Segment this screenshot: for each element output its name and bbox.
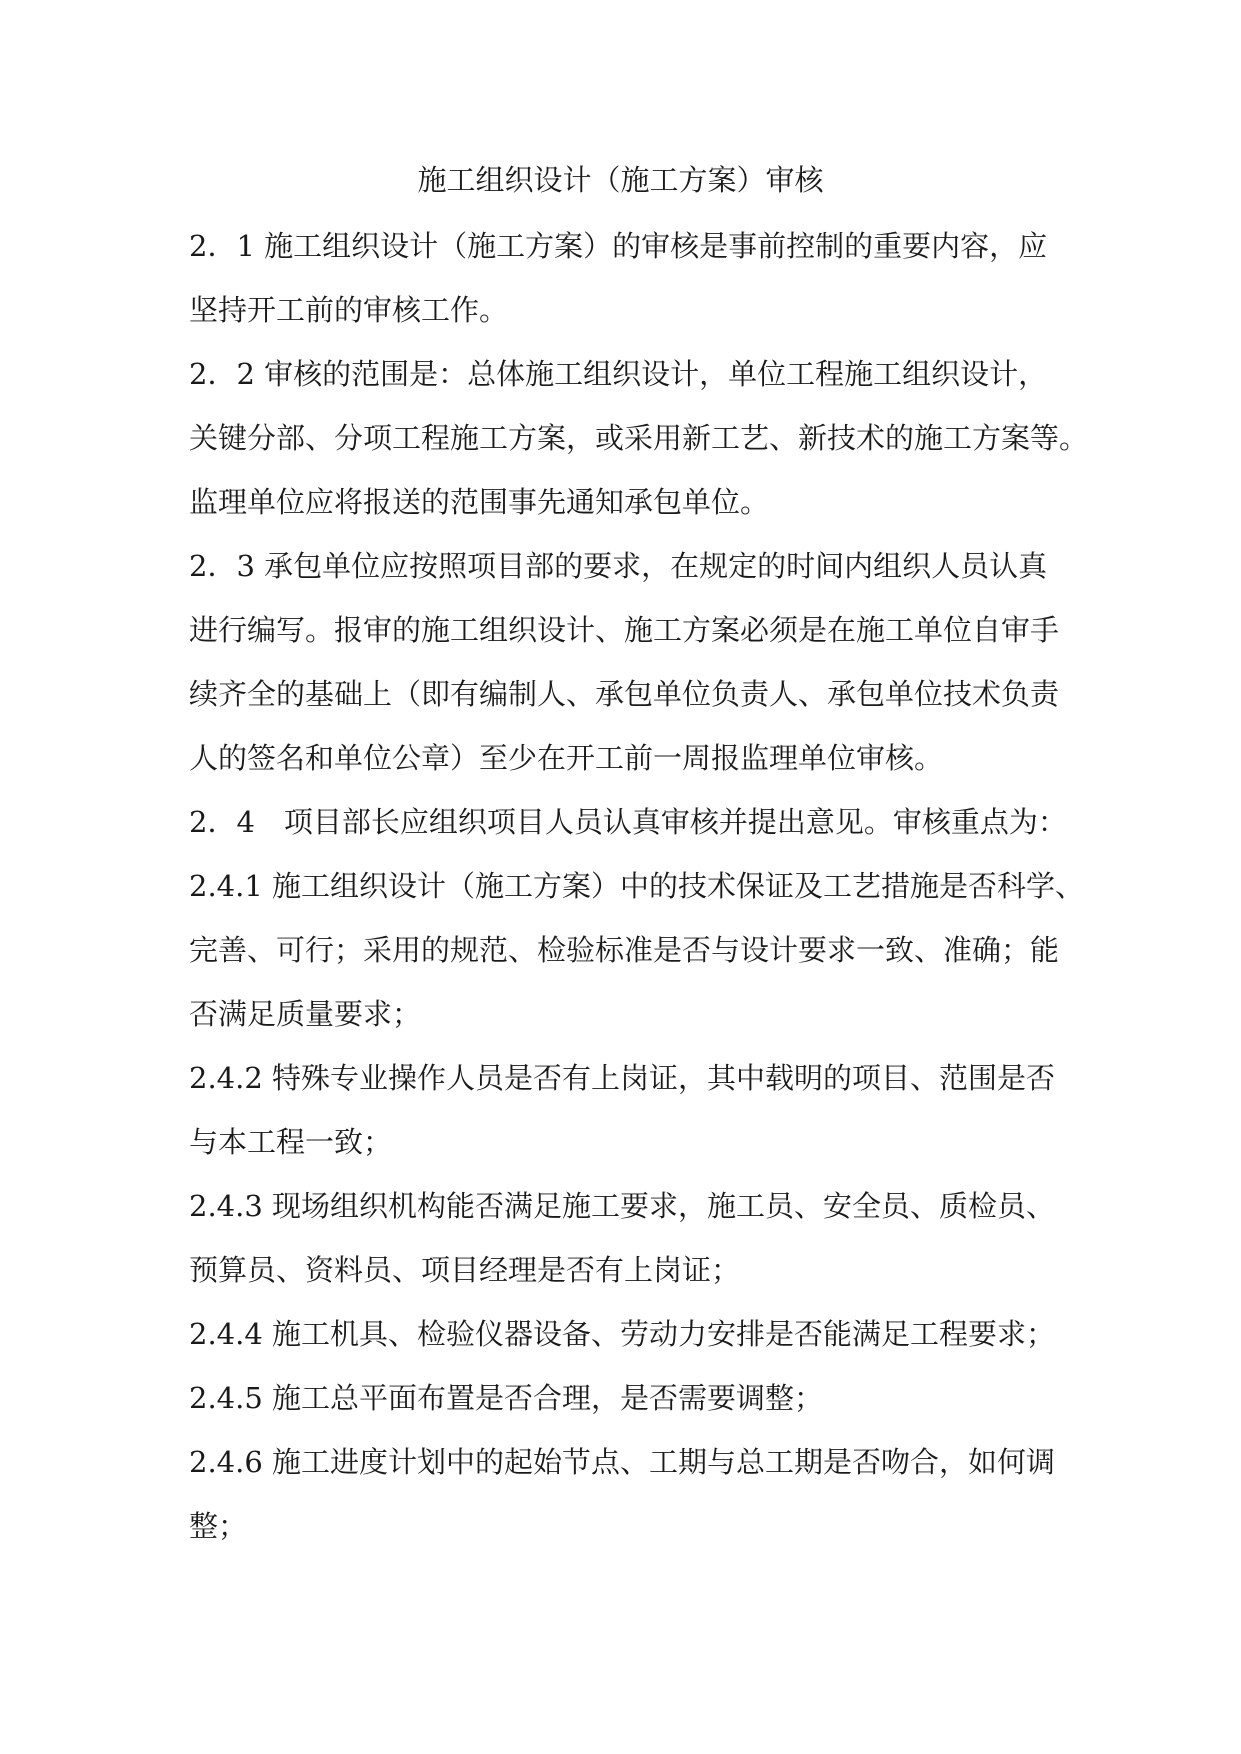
document-body	[189, 226, 1089, 1546]
text-line: 进行编写。报审的施工组织设计、施工方案必须是在施工单位自审手	[189, 613, 1060, 647]
text-line: 预算员、资料员、项目经理是否有上岗证；	[189, 1253, 741, 1287]
text-line: 2.4.3 现场组织机构能否满足施工要求，施工员、安全员、质检员、	[189, 1189, 1056, 1223]
text-line: 完善、可行；采用的规范、检验标准是否与设计要求一致、准确；能	[189, 933, 1060, 967]
text-line: 与本工程一致；	[189, 1125, 393, 1159]
text-line: 2．4 项目部长应组织项目人员认真审核并提出意见。审核重点为：	[189, 805, 1067, 839]
text-line: 整；	[189, 1509, 248, 1543]
text-line: 2.4.5 施工总平面布置是否合理，是否需要调整；	[189, 1381, 824, 1415]
text-line: 2.4.4 施工机具、检验仪器设备、劳动力安排是否能满足工程要求；	[189, 1317, 1056, 1351]
document-title: 施工组织设计（施工方案）审核	[417, 163, 824, 197]
text-line: 关键分部、分项工程施工方案，或采用新工艺、新技术的施工方案等。	[189, 421, 1089, 455]
text-line: 2.4.2 特殊专业操作人员是否有上岗证，其中载明的项目、范围是否	[189, 1061, 1056, 1095]
text-line: 人的签名和单位公章）至少在开工前一周报监理单位审核。	[189, 741, 944, 775]
text-line: 2.4.6 施工进度计划中的起始节点、工期与总工期是否吻合，如何调	[189, 1445, 1056, 1479]
text-line: 2．3 承包单位应按照项目部的要求，在规定的时间内组织人员认真	[189, 549, 1048, 583]
text-line: 否满足质量要求；	[189, 997, 422, 1031]
text-line: 2.4.1 施工组织设计（施工方案）中的技术保证及工艺措施是否科学、	[189, 869, 1085, 903]
text-line: 坚持开工前的审核工作。	[189, 293, 509, 327]
text-line: 2．2 审核的范围是：总体施工组织设计，单位工程施工组织设计，	[189, 357, 1048, 391]
text-line: 2．1 施工组织设计（施工方案）的审核是事前控制的重要内容，应	[189, 229, 1048, 263]
text-line: 续齐全的基础上（即有编制人、承包单位负责人、承包单位技术负责	[189, 677, 1060, 711]
text-line: 监理单位应将报送的范围事先通知承包单位。	[189, 485, 770, 519]
